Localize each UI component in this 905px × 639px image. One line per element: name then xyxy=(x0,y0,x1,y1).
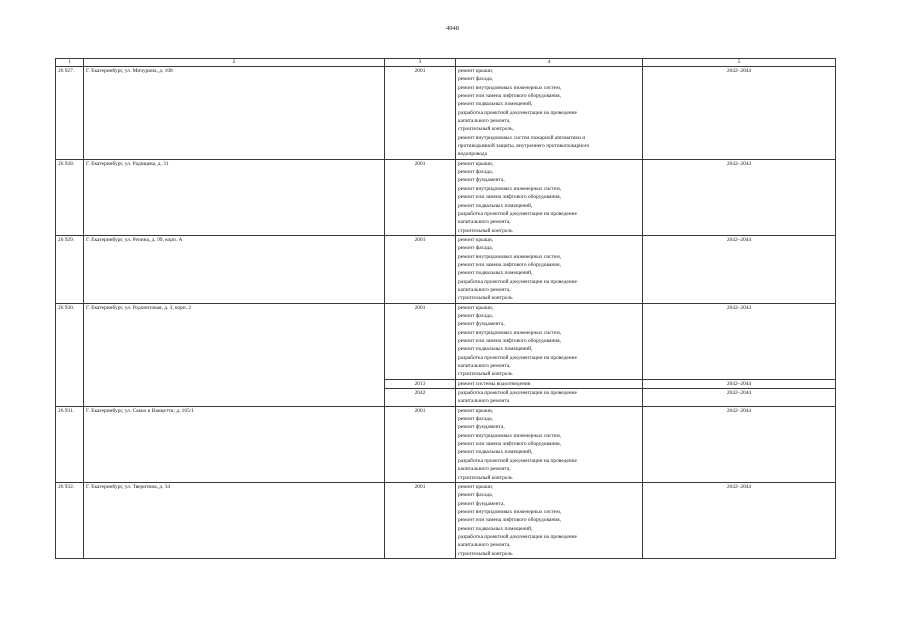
work-item: ремонт фасада, xyxy=(458,76,494,83)
table-row xyxy=(56,159,836,235)
work-item: капитального ремонта, xyxy=(458,363,511,370)
table-row xyxy=(56,67,836,160)
row-number: 26 930. xyxy=(56,303,84,406)
work-item: ремонт или замена лифтового оборудования, xyxy=(458,338,561,344)
year-cell: 2001 xyxy=(385,482,456,558)
address-cell: Г. Екатеринбург, ул. Родонитовая, д. 3, корп. 2 xyxy=(84,303,385,406)
work-item: ремонт внутридомовых инженерных систем, xyxy=(458,508,562,515)
address-cell: Г. Екатеринбург, ул. Тверитина, д. 34 xyxy=(84,482,385,558)
work-item: ремонт фасада, xyxy=(458,312,494,319)
work-item: ремонт фундамента, xyxy=(458,424,505,431)
works-cell xyxy=(456,303,643,379)
work-item: разработка проектной документации на проведение xyxy=(458,210,577,217)
work-item: ремонт системы водоотведения xyxy=(458,380,531,387)
work-item: ремонт крыши, xyxy=(458,236,494,243)
period-cell: 2042–2044 xyxy=(643,406,836,482)
work-item: противодымной защиты, внутреннего противопожарного xyxy=(458,143,590,150)
work-item: ремонт крыши, xyxy=(458,160,494,167)
year-cell: 2001 xyxy=(385,159,456,235)
period-cell: 2042–2044 xyxy=(643,303,836,379)
table-row xyxy=(56,235,836,303)
work-item: капитального ремонта xyxy=(458,398,510,405)
work-item: ремонт внутридомовых систем пожарной автоматики и xyxy=(458,134,586,141)
year-cell: 2013 xyxy=(385,379,456,388)
work-item: ремонт подвальных помещений, xyxy=(458,449,533,456)
work-item: ремонт или замена лифтового оборудования, xyxy=(458,194,561,201)
work-item: строительный контроль xyxy=(458,550,513,557)
work-item: строительный контроль, xyxy=(458,126,514,133)
row-number: 26 931. xyxy=(56,406,84,482)
year-cell: 2001 xyxy=(385,303,456,379)
column-header-3: 3 xyxy=(385,59,456,67)
work-item: ремонт внутридомовых инженерных систем, xyxy=(458,84,562,91)
works-cell xyxy=(456,235,643,303)
column-header-1: 1 xyxy=(56,59,84,67)
work-item: ремонт крыши, xyxy=(458,304,494,311)
year-cell: 2042 xyxy=(385,389,456,407)
work-item: ремонт фундамента, xyxy=(458,500,505,507)
work-item: капитального ремонта, xyxy=(458,118,511,125)
address-cell: Г. Екатеринбург, ул. Мичурина, д. 108 xyxy=(84,67,385,160)
work-item: ремонт фундамента, xyxy=(458,321,505,328)
work-item: ремонт фасада, xyxy=(458,169,494,176)
work-item: разработка проектной документации на проведение xyxy=(458,278,577,285)
work-item: ремонт фасада, xyxy=(458,416,494,423)
table-row xyxy=(56,303,836,379)
work-item: строительный контроль xyxy=(458,227,513,234)
work-item: ремонт подвальных помещений, xyxy=(458,202,533,209)
period-cell: 2042–2044 xyxy=(643,482,836,558)
work-item: капитального ремонта, xyxy=(458,542,511,549)
work-item: капитального ремонта, xyxy=(458,466,511,473)
row-number: 26 928. xyxy=(56,159,84,235)
period-cell: 2042–2044 xyxy=(643,389,836,407)
period-cell: 2042–2044 xyxy=(643,235,836,303)
table-row xyxy=(56,406,836,482)
work-item: ремонт крыши, xyxy=(458,407,494,414)
work-item: разработка проектной документации на проведение xyxy=(458,390,577,397)
year-cell: 2001 xyxy=(385,67,456,160)
repair-schedule-table xyxy=(55,58,836,559)
table-row xyxy=(56,482,836,558)
work-item: капитального ремонта, xyxy=(458,219,511,226)
work-item: разработка проектной документации на проведение xyxy=(458,109,577,116)
work-item: ремонт или замена лифтового оборудования, xyxy=(458,93,561,100)
works-cell xyxy=(456,379,643,388)
works-cell xyxy=(456,159,643,235)
work-item: ремонт крыши, xyxy=(458,68,494,74)
work-item: ремонт или замена лифтового оборудования, xyxy=(458,261,561,268)
work-item: ремонт внутридомовых инженерных систем, xyxy=(458,253,562,260)
table-body xyxy=(56,67,836,559)
work-item: разработка проектной документации на проведение xyxy=(458,457,577,464)
work-item: ремонт фасада, xyxy=(458,492,494,499)
works-cell xyxy=(456,67,643,160)
period-cell: 2042–2044 xyxy=(643,67,836,160)
row-number: 26 929. xyxy=(56,235,84,303)
work-item: разработка проектной документации на проведение xyxy=(458,354,577,361)
work-item: ремонт подвальных помещений, xyxy=(458,101,533,108)
work-item: ремонт внутридомовых инженерных систем, xyxy=(458,432,562,439)
row-number: 26 932. xyxy=(56,482,84,558)
work-item: ремонт подвальных помещений, xyxy=(458,346,533,353)
work-item: ремонт внутридомовых инженерных систем, xyxy=(458,185,562,192)
work-item: строительный контроль xyxy=(458,371,513,378)
year-cell: 2001 xyxy=(385,406,456,482)
address-cell: Г. Екатеринбург, ул. Репина, д. 99, корп. А xyxy=(84,235,385,303)
work-item: разработка проектной документации на проведение xyxy=(458,533,577,540)
column-header-4: 4 xyxy=(456,59,643,67)
header-row xyxy=(56,59,836,67)
works-cell xyxy=(456,389,643,407)
work-item: ремонт подвальных помещений, xyxy=(458,525,533,532)
work-item: ремонт крыши, xyxy=(458,483,494,490)
table-header xyxy=(56,59,836,67)
period-cell: 2042–2044 xyxy=(643,159,836,235)
period-cell: 2042–2044 xyxy=(643,379,836,388)
work-item: водопровода xyxy=(458,151,487,158)
address-cell: Г. Екатеринбург, ул. Радищева, д. 31 xyxy=(84,159,385,235)
column-header-5: 5 xyxy=(643,59,836,67)
work-item: ремонт фасада, xyxy=(458,245,494,252)
work-item: ремонт подвальных помещений, xyxy=(458,270,533,277)
work-item: ремонт внутридомовых инженерных систем, xyxy=(458,329,562,336)
address-cell: Г. Екатеринбург, ул. Сакко и Ванцетти, д. 105/1 xyxy=(84,406,385,482)
year-cell: 2001 xyxy=(385,235,456,303)
works-cell xyxy=(456,482,643,558)
work-item: ремонт или замена лифтового оборудования, xyxy=(458,441,561,448)
work-item: строительный контроль xyxy=(458,295,513,302)
work-item: ремонт фундамента, xyxy=(458,177,505,184)
work-item: ремонт или замена лифтового оборудования, xyxy=(458,517,561,524)
page-number: 4948 xyxy=(446,25,459,32)
work-item: капитального ремонта, xyxy=(458,286,511,293)
works-cell xyxy=(456,406,643,482)
work-item: строительный контроль xyxy=(458,474,513,481)
column-header-2: 2 xyxy=(84,59,385,67)
row-number: 26 927. xyxy=(56,67,84,160)
